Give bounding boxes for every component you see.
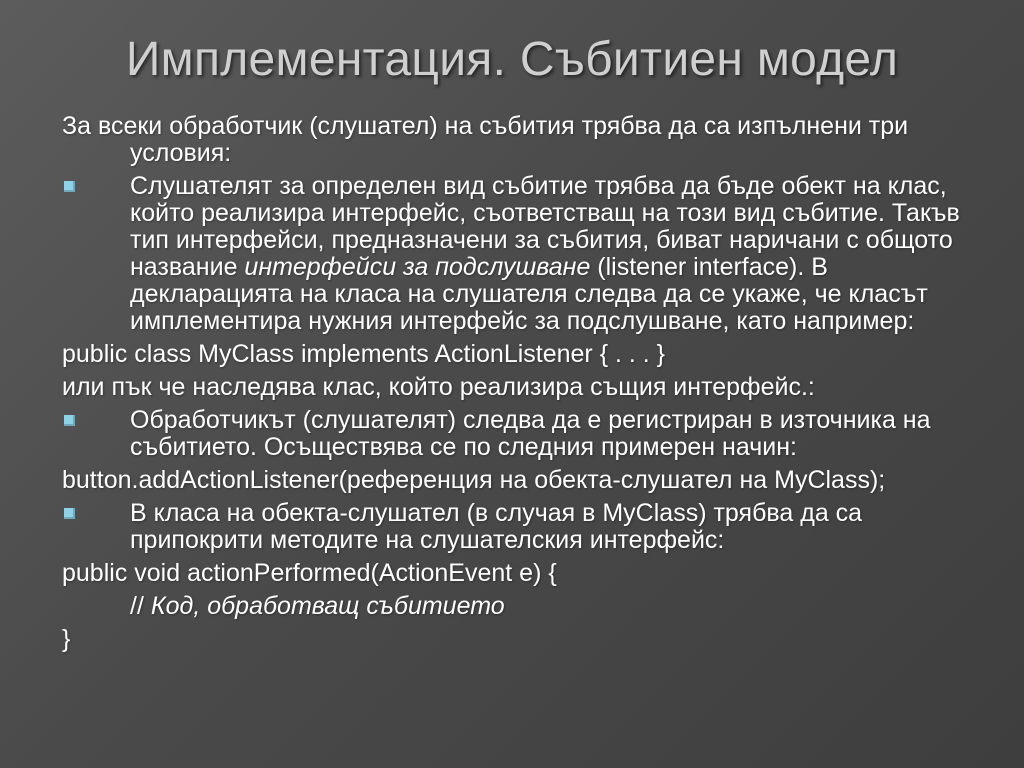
bullet-item-3 bbox=[62, 500, 962, 554]
bullet-2-text: Обработчикът (слушателят) следва да е регистриран в източника на събитието. Осъществява се по следния примерен начин: bbox=[130, 406, 931, 461]
code-line-1: public class MyClass implements ActionListener { . . . } bbox=[62, 340, 666, 368]
square-bullet-icon bbox=[64, 508, 75, 519]
code-line-4: } bbox=[62, 625, 71, 653]
bullet-item-2 bbox=[62, 407, 962, 461]
code-line-2: button.addActionListener(референция на обекта-слушател на MyClass); bbox=[62, 466, 886, 494]
bullet-3-text: В класа на обекта-слушател (в случая в MyClass) трябва да са припокрити методите на слушателския интерфейс: bbox=[130, 499, 863, 554]
bullet-1-italic-term: интерфейси за подслушване bbox=[244, 253, 591, 281]
bullet-1-text-continued: (listener interface). В декларацията на класа на слушателя следва да се укаже, че класът имплементира нужния интерфейс за подслушване, като например: bbox=[130, 253, 928, 335]
paragraph-2: или пък че наследява клас, който реализира същия интерфейс.: bbox=[62, 373, 815, 401]
code-line-3: public void actionPerformed(ActionEvent e) { bbox=[62, 559, 557, 587]
code-comment-line bbox=[62, 593, 962, 620]
square-bullet-icon bbox=[64, 415, 75, 426]
bullet-1-text: Слушателят за определен вид събитие трябва да бъде обект на клас, който реализира интерфейс, съответстващ на този вид събитие. Такъв тип интерфейси, предназначени за събития, биват наричани с общото название bbox=[130, 172, 960, 281]
comment-text: Код, обработващ събитието bbox=[150, 592, 505, 620]
square-bullet-icon bbox=[64, 181, 75, 192]
slide-title: Имплементация. Събитиен модел bbox=[125, 33, 899, 86]
comment-slashes: // bbox=[130, 592, 144, 620]
slide-body bbox=[62, 113, 962, 659]
intro-text: За всеки обработчик (слушател) на събития трябва да са изпълнени три условия: bbox=[62, 112, 909, 167]
bullet-item-1 bbox=[62, 173, 962, 335]
